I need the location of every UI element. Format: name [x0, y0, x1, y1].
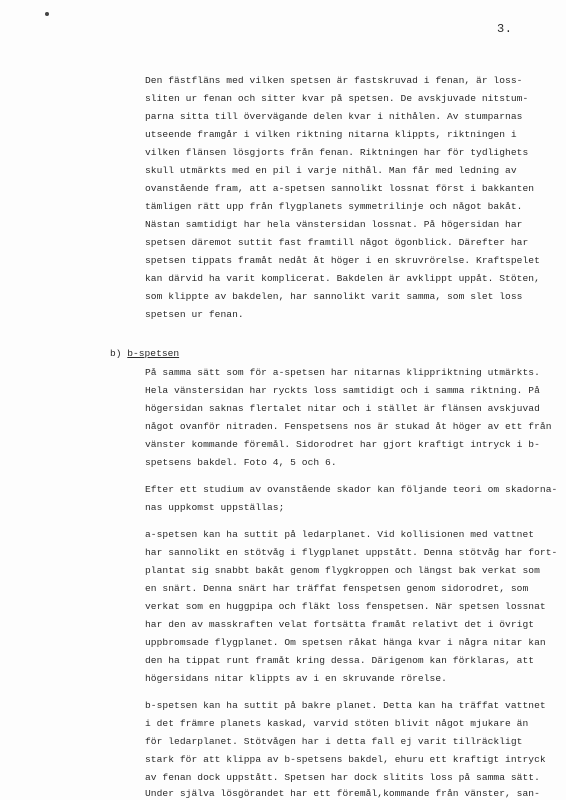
scan-dot — [45, 12, 49, 16]
text-line: spetsen tippats framåt nedåt åt höger i en skruvrörelse. Kraftspelet — [145, 255, 540, 266]
text-line: stark för att klippa av b-spetsens bakdel, ehuru ett kraftigt intryck — [145, 754, 546, 765]
section-heading — [110, 348, 179, 359]
text-line: kan därvid ha varit komplicerat. Bakdelen är avklippt uppåt. Stöten, — [145, 273, 540, 284]
section-label: b) — [110, 348, 122, 359]
text-line: en snärt. Denna snärt har träffat fenspetsen genom sidorodret, som — [145, 583, 529, 594]
text-line: nas uppkomst uppställas; — [145, 502, 285, 513]
text-line: a-spetsen kan ha suttit på ledarplanet. Vid kollisionen med vattnet — [145, 529, 535, 540]
text-line: uppbromsade flygplanet. Om spetsen råkat hänga kvar i några nitar kan — [145, 637, 546, 648]
text-line: Nästan samtidigt har hela vänstersidan lossnat. På högersidan har — [145, 219, 523, 230]
text-line: plantat sig snabbt bakåt genom flygkroppen och längst bak verkat som — [145, 565, 540, 576]
text-line: På samma sätt som för a-spetsen har nitarnas klippriktning utmärkts. — [145, 367, 540, 378]
text-line: något ovanför nitraden. Fenspetsens nos är stukad åt höger av ett från — [145, 421, 552, 432]
page-number: 3. — [497, 22, 513, 36]
text-line: högersidans nitar klippts av i en skruvande rörelse. — [145, 673, 447, 684]
text-line: för ledarplanet. Stötvågen har i detta fall ej varit tillräckligt — [145, 736, 523, 747]
text-line: som klippte av bakdelen, har sannolikt varit samma, som slet loss — [145, 291, 523, 302]
text-line: har den av masskraften velat fortsätta framåt relativt det i övrigt — [145, 619, 535, 630]
text-line: vilken flänsen lösgjorts från fenan. Riktningen har för tydlighets — [145, 147, 529, 158]
text-line: utseende framgår i vilken riktning nitarna klippts, riktningen i — [145, 129, 517, 140]
text-line: Efter ett studium av ovanstående skador kan följande teori om skadorna- — [145, 484, 558, 495]
text-line: spetsen ur fenan. — [145, 309, 244, 320]
text-line: spetsens bakdel. Foto 4, 5 och 6. — [145, 457, 337, 468]
text-line: b-spetsen kan ha suttit på bakre planet. Detta kan ha träffat vattnet — [145, 700, 546, 711]
text-line: vänster kommande föremål. Sidorodret har gjort kraftigt intryck i b- — [145, 439, 540, 450]
text-line: ovanstående fram, att a-spetsen sannolikt lossnat först i bakkanten — [145, 183, 535, 194]
text-line: skull utmärkts med en pil i varje nithål. Man får med ledning av — [145, 165, 517, 176]
text-line: har sannolikt en stötvåg i flygplanet uppstått. Denna stötvåg har fort- — [145, 547, 558, 558]
text-line: parna sitta till övervägande delen kvar i nithålen. Av stumparnas — [145, 111, 523, 122]
text-line: sliten ur fenan och sitter kvar på spetsen. De avskjuvade nitstum- — [145, 93, 529, 104]
text-line: spetsen däremot suttit fast framtill något ögonblick. Därefter har — [145, 237, 529, 248]
text-line: tämligen rätt upp från flygplanets symmetrilinje och något bakåt. — [145, 201, 523, 212]
text-line: Hela vänstersidan har ryckts loss samtidigt och i samma riktning. På — [145, 385, 540, 396]
text-line: verkat som en huggpipa och fläkt loss fenspetsen. När spetsen lossnat — [145, 601, 546, 612]
text-line: Under själva lösgörandet har ett föremål,kommande från vänster, san- — [145, 788, 540, 799]
section-title: b-spetsen — [127, 348, 180, 359]
text-line: i det främre planets kaskad, varvid stöten blivit något mjukare än — [145, 718, 529, 729]
text-line: Den fästfläns med vilken spetsen är fastskruvad i fenan, är loss- — [145, 75, 523, 86]
text-line: av fenan dock uppstått. Spetsen har dock slitits loss på samma sätt. — [145, 772, 540, 783]
text-line: den ha tippat runt framåt kring dessa. Därigenom kan förklaras, att — [145, 655, 535, 666]
text-line: högersidan saknas flertalet nitar och i stället är flänsen avskjuvad — [145, 403, 540, 414]
